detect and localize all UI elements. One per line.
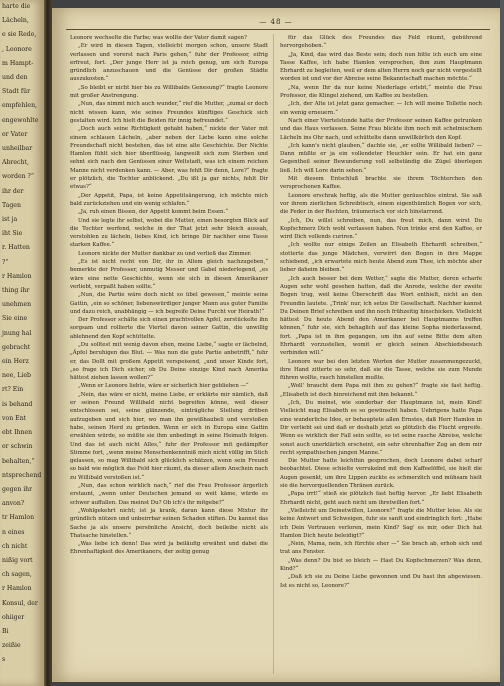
paragraph: Die Mutter hatte leichthin gesprochen, doch Leonore dabei scharf beobachtet. Diese schielte verrukelnd mit dem Kaffeelöffel, sie hielt die Augen gesenkt, um ihre Lippen zuckte es schmerzlich und mühsam hielt sie die hervorquellenden Thränen zurück. <box>280 458 482 490</box>
paragraph: Mit diesem Entschluß brachte sie ihrem Töchterchen den versprochenen Kaffee. <box>280 176 482 191</box>
facing-page-line: s <box>2 656 6 664</box>
facing-page-line: Konsul, der <box>2 599 38 607</box>
facing-page-line: ntsprechend <box>2 471 42 479</box>
facing-page-line: , Leonore <box>2 45 32 53</box>
facing-page-fragment <box>0 0 44 686</box>
paragraph: „Der Appetit, Papa, ist keine Appetitsängerung, ich möchte mich bald zurückziehen und ein wenig schlafen.“ <box>70 192 268 207</box>
facing-page-line: worden ?“ <box>2 173 35 181</box>
paragraph: Leonore nickte der Mutter dankbar zu und verließ das Zimmer. <box>78 250 252 257</box>
paragraph: „Ich, Du willst schreiben, nun, das freut mich, dann wirst Du Kopfschmerz Dich wohl verlassen haben. Nun trinke erst den Kaffee, er wird Dich vollends curiren.“ <box>280 217 482 241</box>
paragraph: „Papa irrt!“ stieß sie plötzlich fast heftig hervor. „Er liebt Elisabeth Ehrhardt nicht, geht auch nicht um ihretwillen fort.“ <box>280 491 482 506</box>
text-column-right <box>280 34 482 590</box>
paragraph: „Vielleicht um Deinetwillen, Leonore?“ fragte die Mutter leise. Als sie keine Antwort und Schweigen, fuhr sie sanft und eindringlich fort: „Habe ich Dein Vertrauen verloren, mein Kind? Sag' es mir, oder Dich hat Hamlon Dich heute beleidigt?“ <box>280 507 482 539</box>
paragraph: „Ja, ruh einen Bissen, der Appetit kommt beim Essen.“ <box>78 209 228 216</box>
paragraph: „Nun, das nimmt mich auch wunder,“ rief die Mutter, „zumal er doch nicht wissen kann, wie seines Freundes künftiges Geschick sich gestalten wird. Ich hielt die Beiden für innig befreundet.“ <box>70 101 268 124</box>
scan-edge <box>500 0 504 686</box>
paragraph: „Ich auch besser bei dem Wetter,“ sagte die Mutter, deren scharfe Augen sehr wohl gesehen hatten, daß die Anrede, welche der zweite Bogen trug, weil keine Überschrift das Wort enthielt, nicht an den Freundin lautete. „Trink' nur, ich setze Dir Gesellschaft. Nachher kannst Du Deinen Brief schreiben und ihn noch frühzeitig hinschicken. Vielleicht hättest Du heute Abend den Amerikaner bei Hauptmanns treffen können,“ fuhr sie, sich behaglich auf das kleine Sopha niederlassend, fort. „Papa ist in ihm gegangen, um ihn auf seine Bitte dem alten Ehrhardt vorzustellen, womit er gleich seinen Abschiedsbesuch verbinden will.“ <box>280 275 482 357</box>
facing-page-text <box>0 0 44 686</box>
facing-page-line: ohiiger <box>2 613 25 621</box>
paragraph: „Wenn er Leonore liebte, wäre er sicherlich hier geblieben —“ <box>78 383 249 390</box>
facing-page-line: Bi <box>2 627 9 635</box>
paragraph: „Woll' braucht dem Papa mit ihm zu gehen?“ fragte sie fast heftig. „Elisabeth ist doch hinreichend mit ihm bekannt.“ <box>280 383 482 398</box>
facing-page-line: Lächeln, <box>2 17 29 25</box>
paragraph: Der Professor schälte sich einen prachtvollen Apfel, zerstückelte ihn sorgsam und rollierte die Viertel davon seiner Gattin, die unwillig ablehnend den Kopf schüttelte. <box>70 317 268 340</box>
facing-page-line: r Hamlon <box>2 585 32 593</box>
header-rule <box>66 29 490 30</box>
facing-page-line: ch nicht <box>2 542 28 550</box>
text-column-left <box>70 34 268 557</box>
facing-page-line: jnung hal <box>2 329 32 337</box>
facing-page-line: r. Hatten <box>2 244 30 252</box>
facing-page-line: behalten,“ <box>2 457 35 465</box>
facing-page-line: is behand <box>2 400 33 408</box>
facing-page-line: ein Herz <box>2 358 29 366</box>
facing-page-line: und den <box>2 74 28 82</box>
facing-page-line: er schwin <box>2 443 33 451</box>
paragraph: „Ich, der Alte ist jetzt ganz gemacher. — Ich will meine Tollette noch ein wenig erneuern.“ <box>280 101 482 116</box>
facing-page-line: harte die <box>2 3 31 10</box>
book-page <box>52 8 500 682</box>
facing-page-line: gegen ihr <box>2 485 33 493</box>
paragraph: „Er wird in diesen Tagen, vielleicht morgen schon, unsere Stadt verlassen und vorerst nach Paris gehen,“ fuhr der Professor, eifrig erfreut, fort. „Der junge Herr ist ja reich genug, um sich Europa gründlich anzuschauen und die Genüsse der großen Städte auszukosten.“ <box>70 43 268 83</box>
facing-page-line: Abrecht, <box>2 159 29 167</box>
paragraph: „Nein, Mama, nein, ich fürchte eher —“ Sie brach ab, erhob sich und trat ans Fenster. <box>280 541 482 556</box>
paragraph: Nach einer Viertelstunde hatte der Professor seinen Kaffee getrunken und das Haus verlassen. Seine Frau blickte ihm noch mit schelmischem Lächeln ins Ohr nach, und schüttelte dann unwillkürlich den Kopf. <box>280 117 482 141</box>
facing-page-line: er Vater <box>2 130 28 138</box>
paragraph: „Es ist nicht recht von Dir, ihr in Allem gleich nachzugeben,“ bemerkte der Professer, unmutig Messer und Gabel niederlegend, „es wäre eine nette Geschichte, wenn sie sich in diesen Amerikaner verliebt, verpaßt haben sollte.“ <box>70 259 268 290</box>
paragraph: Und sie legte ihr selbst, wobei die Mutter, einen besorgten Blick auf die Tochter werfend, welche in der That jetzt sehr bleich aussah, verstohlen zu lächeln, liebes Kind, ich bringe Dir nachher eine Tasse starken Kaffee.“ <box>70 217 268 249</box>
paragraph: „So bleibt er nicht hier bis zu Willibalds Genesung?“ fragte Leonore mit großer Anstrengung. <box>70 84 268 100</box>
paragraph: „Was denn? Du bist so bleich — Hast Du Kopfschmerzen? Was denn, Kind?“ <box>280 557 482 572</box>
facing-page-line: ist ja <box>2 216 18 224</box>
facing-page-line: Sie eine <box>2 315 28 323</box>
paragraph: „Was liebe ich denn! Das wird ja beiläufig erwähnt und dabei die Ehrenhaftigkeit des Amerikaners, der zeitig genug <box>70 541 268 556</box>
paragraph: „Na, wenn Ihr da nur keine Niederlage erlebt,“ meinte die Frau Professor, die Klingel ziehend, um Kaffee zu bestellen. <box>280 84 482 100</box>
paragraph: für das Glück des Freundes das Feld räumt, gebührend hervorgehoben.“ <box>280 35 482 50</box>
facing-page-line: iht Sie <box>2 230 23 238</box>
facing-page-line: unehmen <box>2 301 32 309</box>
facing-page-line: nißig vort <box>2 556 33 564</box>
paragraph: „Ich wollte nur einige Zeilen an Elisabeth Ehrhardt schreiben,“ stotterte das junge Mädchen, verwirrt den Bogen in ihre Mappe schiebend, „ich erwartete mich heute Abend zum Thee, ich möchte aber lieber daheim bleiben.“ <box>280 242 482 274</box>
paragraph: „Ich, Du meinst, wie sonderbar der Hauptmann ist, mein Kind! Vielleicht mag Elisabeth es so gewünscht haben. Uebrigens hatte Papa eine wunderliche Idee, er behauptete allen Ernstes, daß Herr Hamlon in Dir verliebt sei und daß er deshalb jetzt so plötzlich die Flucht ergreife. Wenn es wirklich der Fall sein sollte, so ist seine rasche Abreise, welche sonst auch unerklärlich erscheint, ein sehr ehrenhafter Zug an dem mir recht sympathischen jungen Manne.“ <box>280 400 482 456</box>
paragraph: „Wohlgekehrt nicht; ist ja krank, daran kann diese Mixtur ihr gründlich nützen und unbeirrbar seinen Schaden stiften. Du kannst das Sache ja als unsere persönliche Ansicht, doch beileibe nicht als Thatsache hinstellen.“ <box>70 507 268 539</box>
facing-page-line: ihr der <box>2 187 24 195</box>
paragraph: „Nun, die Partie wäre doch nicht so übel gewesen,“ meinte seine Gattin, „ein so schöner, liebenswürdiger junger Mann aus guter Familie und dazu reich, unabhängig — ich begreife Deine Furcht vor Heirath!“ <box>70 292 268 315</box>
facing-page-line: ebt Ihnen <box>2 429 33 437</box>
paragraph: „Doch auch seine Richtigkeit gehabt haben,“ nickte der Vater mit einem schlauen Lächeln, „aber neben der Liebe kann eine solche Freundschaft nicht bestehen, das ist eine alte Geschichte. Der Nichte Hamlon fühlt sich hier überflüssig, langweilt sich zum Sterben und sehnt sich nach den Genüssen einer Weltstadt, was ich einem reichen Manne nicht verdenken kann. — Aber, was fehlt Dir denn, Lore?“ fragte er plötzlich, die Tochter anblickend. „Du ißt ja gar nichts, fehlt Dir etwas?“ <box>70 126 268 191</box>
facing-page-line: r Hamlon <box>2 272 32 280</box>
facing-page-line: Stadt für <box>2 88 31 96</box>
paragraph: Leonore war bei den letzten Worten der Mutter zusammengezuckt, ihre Hand zitterte so sehr, daß sie die Tasse, welche sie zum Munde führen wollte, rasch hinstellen mußte. <box>280 358 482 382</box>
column-divider <box>273 34 274 674</box>
facing-page-line: tr Hamlon <box>2 514 35 522</box>
paragraph: „Nun, das schon wirklich nach,“ rief die Frau Professor ärgerlich erstaunt, „wenn unter Deutschen jemand so weit käme, würde es schwer auffallen. Das meinst Du? Ob ich's ihr mitgebe?“ <box>70 483 268 506</box>
paragraph: „Nein, das wäre er nicht, meine Liebe, er erklärte mir nämlich, daß er seinen Freund Willibald nicht begreifen könne, weil dieser entschlossen sei, seine glänzende, einträgliche Stellung drüben aufzugeben und sich hier, wo man ihn gewißhaubeli und verstoßen habe, seinen Herd zu gründen. Wenn er sich in Europa eine Gattin erwählen würde, so müßte sie ihm unbedingt in seine Heimath folgen. Und das ist auch nicht Alles,“ fuhr der Professor mit gedämpfter Stimme fort, „wenn meine Menschenkenntniß mich nicht völlig im Stich gelassen, so mag Willibald sich glücklich schätzen, wenn sein Freund so bald wie möglich das Feld hier räumt, da dieser allem Anschein nach zu Willibald verstoßen ist.“ <box>70 391 268 481</box>
facing-page-line: n eines <box>2 528 25 536</box>
facing-page-line: rt? Ein <box>2 386 24 394</box>
paragraph: „Du solltest mit wenig davon ehen, meine Liebe,“ sagte er lächelnd, „Äpfel beruhigen das Blut. — Was nun die gute Partie anbetrifft,“ fuhr er, das Dollt mit großem Appetit verspeisend, „und unser Kinde fort, „so frage ich Dich sicher, ob Du Deine einzige Kind nach Amerika hättest ziehen lassen wollen?“ <box>70 341 268 382</box>
paragraph: „Ja, Kind, das wird das Beste sein; doch nun bitte ich euch um eine Tasse Kaffee, ich habe Hamlon versprochen, ihm zum Hauptmann Ehrhardt zu begleiten, weil er dem alten Herrn noch gar nicht vorgestellt worden ist und vor der Abreise seine Bekanntschaft machen möchte.“ <box>280 51 482 83</box>
facing-page-line: thing ihr <box>2 287 30 295</box>
paragraph: „Ich kann's nicht glauben,“ dachte sie, „er sollte Willibald lieben? — Dann müßte er ja ein vollendeter Heuchler sein. Er hat ein ganz Gegentheil seiner Bewunderung voll selbständig die Zügel überlegen ließ. Ich will Lore darin sehen.“ <box>280 142 482 174</box>
paragraph: Leonore wechselte die Farbe; was wollte der Vater damit sagen? <box>70 35 247 41</box>
book-gutter <box>44 0 52 686</box>
facing-page-line: e sie Rede, <box>2 31 37 39</box>
facing-page-line: zeißie <box>2 642 21 650</box>
facing-page-line: anvon? <box>2 500 25 508</box>
facing-page-line: engewohlte <box>2 116 39 124</box>
paragraph: „Daß ich sie zu Deine Liebe gewonnen und Du hast ihn abgewiesen. Ist es nicht so, Leonore?“ <box>280 574 482 589</box>
paragraph: Leonore erschrak heftig, als die Mutter geräuschlos eintrat. Sie saß vor ihrem zierlichen Schreibtisch, einem eigenthümlich Bogen vor sich, die Feder in der Rechten, träumerisch vor sich hinstarrend. <box>280 192 482 216</box>
facing-page-line: Tagen <box>2 201 21 209</box>
facing-page-line: ?“ <box>2 258 9 266</box>
facing-page-line: m Hampt- <box>2 59 34 67</box>
facing-page-line: unheilbar <box>2 145 33 153</box>
page-number: — 48 — <box>259 18 293 26</box>
facing-page-line: von Ent <box>2 414 27 422</box>
facing-page-line: nee, Lieb <box>2 372 31 380</box>
facing-page-line: gebracht <box>2 343 31 351</box>
facing-page-line: ch sagen, <box>2 571 32 579</box>
facing-page-line: empfehlen, <box>2 102 38 110</box>
